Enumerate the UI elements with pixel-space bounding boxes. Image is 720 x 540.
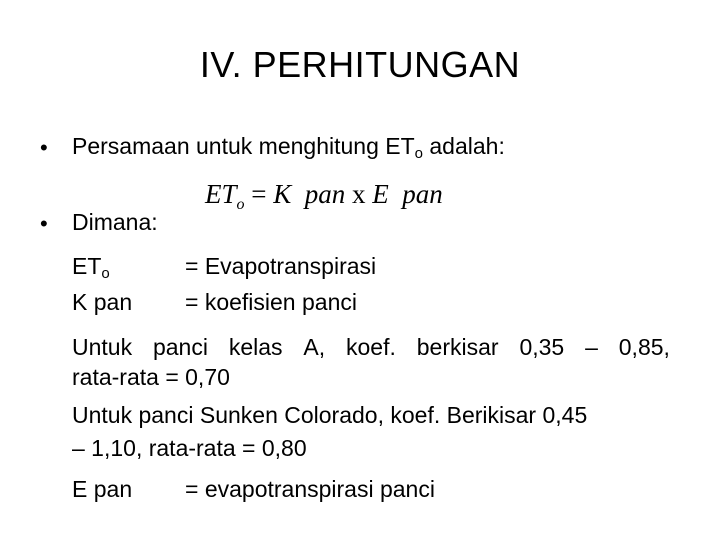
note-1-word: 0,85, bbox=[618, 334, 670, 360]
note-1-line-2: rata-rata = 0,70 bbox=[72, 364, 230, 390]
bullet-1-tail: adalah: bbox=[423, 133, 505, 159]
def-kpan-desc: = koefisien panci bbox=[185, 289, 357, 315]
note-1-word: A, bbox=[303, 334, 326, 360]
bullet-1-subscript: o bbox=[414, 145, 423, 162]
note-1-word: Untuk bbox=[72, 334, 133, 360]
note-1-word: – bbox=[585, 334, 598, 360]
formula-pan-1: pan bbox=[304, 179, 346, 209]
note-1-word: kelas bbox=[228, 334, 283, 360]
note-1-word: 0,35 bbox=[519, 334, 565, 360]
slide-title: IV. PERHITUNGAN bbox=[199, 44, 521, 85]
bullet-dot-2: • bbox=[40, 211, 48, 236]
formula-et-subscript: o bbox=[236, 196, 245, 213]
bullet-2-heading: Dimana: bbox=[72, 209, 158, 235]
def-epan-desc: = evapotranspirasi panci bbox=[185, 476, 435, 502]
def-eto-term bbox=[72, 252, 110, 288]
def-eto-desc: = Evapotranspirasi bbox=[185, 253, 377, 279]
bullet-1-main: Persamaan untuk menghitung ET bbox=[72, 133, 415, 159]
def-eto-term-main: ET bbox=[72, 253, 102, 279]
formula-pan-2: pan bbox=[402, 179, 443, 209]
formula-k: K bbox=[273, 179, 292, 209]
note-2-line-2: – 1,10, rata-rata = 0,80 bbox=[72, 435, 307, 461]
def-eto-term-subscript: o bbox=[101, 265, 110, 282]
formula-equals: = bbox=[244, 179, 274, 209]
formula bbox=[205, 178, 443, 221]
note-1-line-1 bbox=[72, 333, 670, 361]
note-1-word: koef. bbox=[346, 334, 396, 360]
note-1-word: berkisar bbox=[416, 334, 499, 360]
bullet-1-text bbox=[72, 132, 505, 168]
formula-et: ET bbox=[205, 179, 237, 209]
bullet-dot-1: • bbox=[40, 135, 48, 160]
formula-times: x bbox=[352, 179, 366, 209]
def-epan-term: E pan bbox=[72, 476, 133, 502]
note-2-line-1: Untuk panci Sunken Colorado, koef. Berikisar 0,45 bbox=[72, 402, 588, 428]
formula-e: E bbox=[372, 179, 389, 209]
note-1-word: panci bbox=[152, 334, 208, 360]
def-kpan-term: K pan bbox=[72, 289, 133, 315]
